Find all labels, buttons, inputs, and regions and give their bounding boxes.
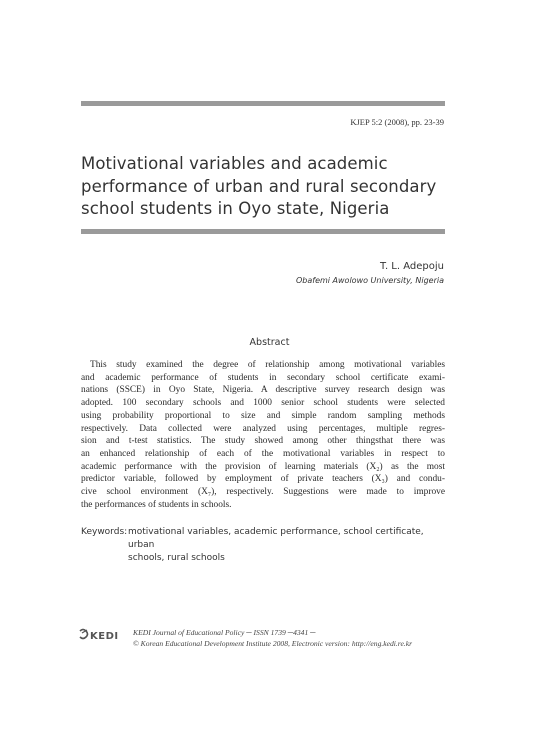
logo-text: KEDI (90, 631, 119, 642)
abstract-line: academic performance with the provision of learning materials (X₂) as the most (81, 461, 445, 472)
keywords-block (81, 526, 445, 565)
title-line: Motivational variables and academic (81, 154, 388, 173)
title-rule (81, 229, 445, 234)
journal-citation: KJEP 5:2 (2008), pp. 23-39 (350, 117, 444, 127)
abstract-line: the performances of students in schools. (81, 499, 232, 510)
author-name: T. L. Adepoju (380, 261, 444, 272)
abstract-line: and academic performance of students in secondary school certificate exami- (81, 372, 445, 383)
title-line: performance of urban and rural secondary (81, 176, 437, 196)
abstract-body (81, 359, 445, 511)
abstract-line: predictor variable, followed by employment of private teachers (X₃) and condu- (81, 474, 445, 485)
paper-title (81, 153, 461, 221)
kedi-logo (78, 628, 122, 642)
footer-text (133, 627, 412, 649)
abstract-line: This study examined the degree of relationship among motivational variables (90, 360, 445, 370)
abstract-line: using probability proportional to size and simple random sampling methods (81, 410, 445, 421)
footer-journal-line: KEDI Journal of Educational Policy ─ ISSN 1739 ─4341 ─ (133, 628, 316, 637)
keywords-text: motivational variables, academic performance, school certificate, urban (128, 527, 424, 550)
abstract-line: respectively. Data collected were analyzed using percentages, multiple regres- (81, 423, 445, 434)
title-line: school students in Oyo state, Nigeria (81, 199, 390, 218)
abstract-line: cive school environment (X₇), respectively. Suggestions were made to improve (81, 487, 445, 498)
abstract-line: an enhanced relationship of each of the motivational variables in respect to (81, 448, 445, 459)
abstract-line: adopted. 100 secondary schools and 1000 senior school students were selected (81, 398, 445, 409)
author-affiliation: Obafemi Awolowo University, Nigeria (295, 276, 444, 285)
keywords-text-continued: schools, rural schools (128, 553, 225, 563)
abstract-line: nations (SSCE) in Oyo State, Nigeria. A descriptive survey research design was (81, 385, 445, 396)
footer-copyright-line: © Korean Educational Development Institute 2008, Electronic version: http://eng.kedi.re.kr (133, 639, 413, 648)
keywords-label: Keywords: (81, 527, 128, 537)
abstract-line: sion and t-test statistics. The study showed among other thingsthat there was (81, 436, 445, 447)
top-rule (81, 101, 445, 106)
abstract-heading: Abstract (249, 337, 290, 348)
